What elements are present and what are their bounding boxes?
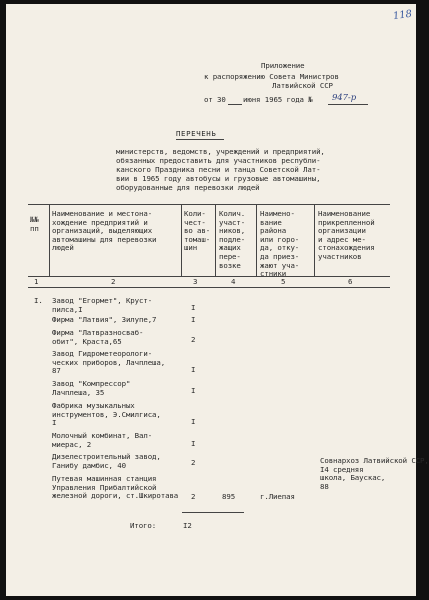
number-underline: [328, 104, 368, 105]
col-header-participants: Колич. участ- ников, подле- жащих пере- возке: [219, 209, 246, 270]
table-row: Фирма "Латвия", Зилупе,7: [52, 315, 157, 324]
title-underline: [176, 139, 224, 140]
row-qty: 2: [191, 458, 196, 467]
table-row: Путевая машинная станция Управления Прибалтийской железной дороги, ст.Шкиротава: [52, 474, 179, 501]
row-attached-org: Совнархоз Латвийской ССР, I4 средняя школа, Баускас, 88: [320, 456, 429, 491]
subtitle-line-1: министерств, ведомств, учреждений и предприятий,: [116, 147, 325, 156]
table-row: Молочный комбинат, Вал- миерас, 2: [52, 431, 153, 449]
col-header-vehicles: Коли- чест- во ав- томаш- шин: [184, 209, 211, 253]
total-rule: [182, 512, 244, 513]
subtitle-line-5: оборудованные для перевозки людей: [116, 183, 260, 192]
col-numbers-rule: [28, 287, 390, 288]
subtitle-line-2: обязанных предоставить для участников республи-: [116, 156, 321, 165]
col-number-5: 5: [281, 277, 286, 286]
col-number-2: 2: [111, 277, 116, 286]
col-number-3: 3: [193, 277, 198, 286]
table-row: Фирма "Латвразносваб- обит", Краста,65: [52, 328, 144, 346]
header-bottom-rule: [28, 276, 390, 277]
total-label: Итого:: [130, 521, 157, 530]
appendix-decree: к распоряжению Совета Министров: [204, 72, 339, 81]
row-qty: I: [191, 417, 196, 426]
col-header-number: №№ пп: [30, 215, 39, 233]
subtitle-line-4: вии в 1965 году автобусы и грузовые автомашины,: [116, 174, 321, 183]
row-qty: I: [191, 439, 196, 448]
row-section-number: I.: [34, 296, 43, 305]
date-rest: июня 1965 года №: [243, 95, 313, 104]
table-row: Завод "Компрессор" Лачплеша, 35: [52, 379, 131, 397]
table-top-rule: [28, 204, 390, 205]
table-row: Завод Гидрометеорологи- ческих приборов, Лачплеша, 87: [52, 349, 166, 376]
table-row: Завод "Егормет", Круст- пилса,I: [52, 296, 153, 314]
row-qty: I: [191, 303, 196, 312]
row-qty: I: [191, 386, 196, 395]
col-number-4: 4: [231, 277, 236, 286]
row-qty: I: [191, 315, 196, 324]
document-page: [6, 4, 429, 596]
col-divider-2: [181, 204, 182, 276]
row-qty: 2: [191, 335, 196, 344]
subtitle-line-3: канского Праздника песни и танца Советской Лат-: [116, 165, 321, 174]
row-participants: 895: [222, 492, 236, 501]
date-underline: [228, 104, 242, 105]
row-district: г.Лиепая: [260, 492, 295, 501]
col-header-organization: Наименование и местона- хождение предприятий и организаций, выделяющих автомашины для перевозки людей: [52, 209, 157, 253]
date-prefix: от 30: [204, 95, 226, 104]
table-row: Дизелестроительный завод, Ганибу дамбис, 40: [52, 452, 161, 470]
total-value: I2: [183, 521, 192, 530]
decree-number: 947-р: [332, 93, 357, 103]
col-divider-1: [49, 204, 50, 276]
row-qty: I: [191, 365, 196, 374]
col-number-1: 1: [34, 277, 39, 286]
row-qty: 2: [191, 492, 196, 501]
col-divider-5: [314, 204, 315, 276]
col-number-6: 6: [348, 277, 353, 286]
col-divider-4: [256, 204, 257, 276]
table-row: Фабрика музыкальных инструментов, Э.Смилгиса, I: [52, 401, 161, 428]
appendix-republic: Латвийской ССР: [272, 81, 333, 90]
col-divider-3: [215, 204, 216, 276]
page-number: 118: [392, 8, 413, 23]
col-header-attached-org: Наименование прикрепленной организации и адрес ме- стонахождения участников: [318, 209, 375, 261]
appendix-label: Приложение: [261, 61, 305, 70]
col-header-district: Наимено- вание района или горо- да, отку- да приез- жают уча- стники: [260, 209, 300, 279]
document-title: ПЕРЕЧЕНЬ: [176, 129, 217, 138]
